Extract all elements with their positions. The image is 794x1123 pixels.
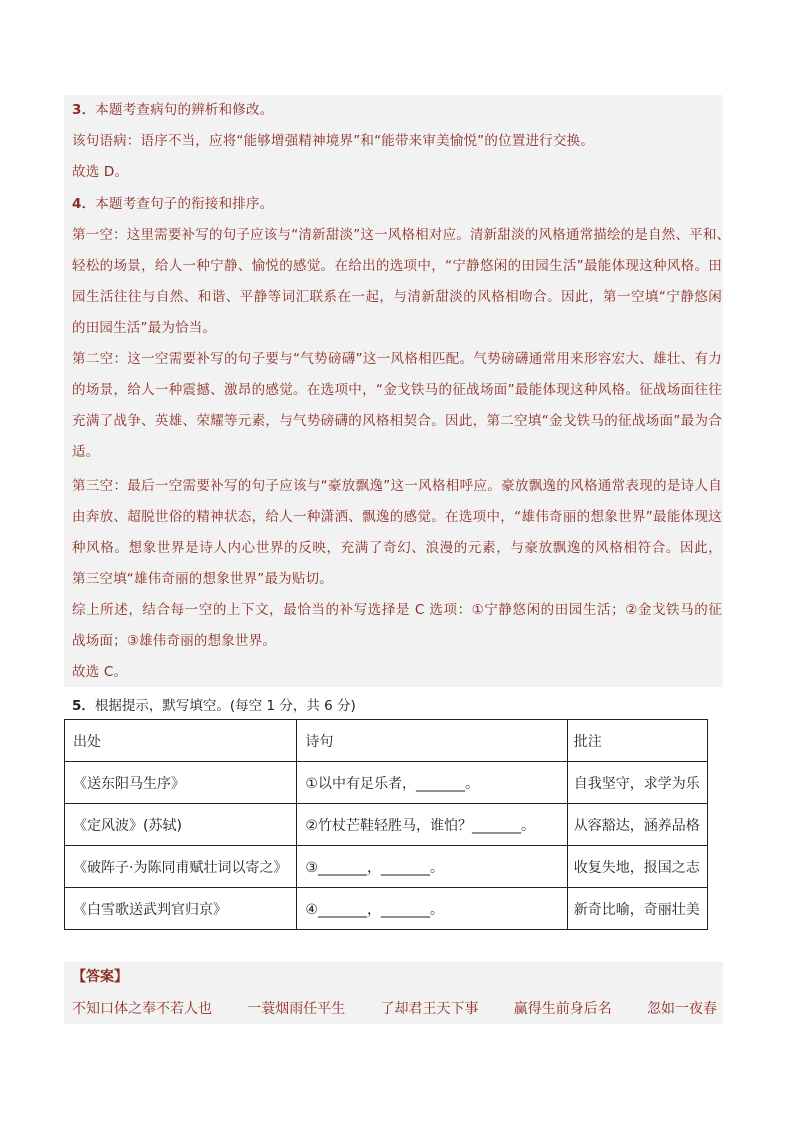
header-verse: 诗句 [297, 720, 567, 762]
para-3-line: 第三空：最后一空需要补写的句子应该与“豪放飘逸”这一风格相呼应。豪放飘逸的风格通常表现的是诗人自 [72, 478, 722, 494]
table-row [65, 762, 708, 804]
para-2-line: 第二空：这一空需要补写的句子要与“气势磅礴”这一风格相匹配。气势磅礴通常用来形容宏大、雄壮、有力 [72, 351, 722, 367]
answer-item: 忽如一夜春 [647, 1001, 717, 1017]
para-3-line: 种风格。想象世界是诗人内心世界的反映，充满了奇幻、浪漫的元素，与豪放飘逸的风格相符合。因此， [72, 540, 722, 556]
answer-label: 【答案】 [72, 969, 128, 985]
para-1-line: 的田园生活”最为恰当。 [72, 320, 217, 336]
summary-line: 战场面；③雄伟奇丽的想象世界。 [72, 633, 277, 649]
cell-verse: ②竹杖芒鞋轻胜马，谁怕？_______。 [297, 804, 567, 846]
cell-note: 从容豁达，涵养品格 [567, 804, 707, 846]
para-1-line: 园生活往往与自然、和谐、平静等词汇联系在一起，与清新甜淡的风格相吻合。因此，第一空填“宁静悠闲 [72, 289, 722, 305]
table-row [65, 804, 708, 846]
para-2-line: 的场景，给人一种震撼、激昂的感觉。在选项中，“金戈铁马的征战场面”最能体现这种风格。征战场面往往 [72, 382, 722, 398]
cell-note: 新奇比喻，奇丽壮美 [567, 888, 707, 930]
table-row [65, 846, 708, 888]
para-1-line: 第一空：这里需要补写的句子应该与“清新甜淡”这一风格相对应。清新甜淡的风格通常描绘的是自然、平和、 [72, 227, 731, 243]
para-3-line: 第三空填“雄伟奇丽的想象世界”最为贴切。 [72, 571, 333, 587]
question-text: 根据提示，默写填空。(每空 1 分，共 6 分) [94, 698, 356, 714]
answer-list [72, 998, 717, 1018]
solution-3-heading [72, 101, 722, 119]
solution-3-body: 该句语病：语序不当，应将“能够增强精神境界”和“能带来审美愉悦”的位置进行交换。 [72, 133, 594, 149]
cell-source: 《破阵子·为陈同甫赋壮词以寄之》 [65, 846, 297, 888]
question-number: 5． [72, 698, 95, 714]
cell-verse: ④_______，_______。 [297, 888, 567, 930]
answer-item: 不知口体之奉不若人也 [72, 1001, 212, 1017]
cell-source: 《白雪歌送武判官归京》 [65, 888, 297, 930]
item-title: 本题考查病句的辨析和修改。 [95, 102, 274, 118]
para-2-line: 适。 [72, 444, 100, 460]
summary-line: 综上所述，结合每一空的上下文，最恰当的补写选择是 C 选项：①宁静悠闲的田园生活；②金戈铁马的征 [72, 602, 722, 618]
header-note: 批注 [567, 720, 707, 762]
item-number: 3． [72, 102, 96, 118]
cell-verse: ①以中有足乐者，_______。 [297, 762, 567, 804]
table-header-row [65, 720, 708, 762]
question-5 [72, 694, 356, 714]
header-source: 出处 [65, 720, 297, 762]
para-2-line: 充满了战争、英雄、荣耀等元素，与气势磅礴的风格相契合。因此，第二空填“金戈铁马的征战场面”最为合 [72, 413, 722, 429]
item-number: 4． [72, 196, 96, 212]
cell-source: 《定风波》(苏轼) [65, 804, 297, 846]
table-row [65, 888, 708, 930]
para-1-line: 轻松的场景，给人一种宁静、愉悦的感觉。在给出的选项中，“宁静悠闲的田园生活”最能体现这种风格。田 [72, 258, 722, 274]
answer-item: 了却君王天下事 [380, 1001, 479, 1017]
para-3-line: 由奔放、超脱世俗的精神状态，给人一种潇洒、飘逸的感觉。在选项中，“雄伟奇丽的想象世界”最能体现这 [72, 509, 722, 525]
solution-4-choice: 故选 C。 [72, 664, 128, 680]
cell-note: 自我坚守，求学为乐 [567, 762, 707, 804]
cell-source: 《送东阳马生序》 [65, 762, 297, 804]
answer-item: 一蓑烟雨任平生 [247, 1001, 346, 1017]
solution-3-choice: 故选 D。 [72, 164, 129, 180]
answer-item: 赢得生前身后名 [513, 1001, 612, 1017]
cell-verse: ③_______，_______。 [297, 846, 567, 888]
item-title: 本题考查句子的衔接和排序。 [95, 196, 274, 212]
solution-4-heading [72, 195, 722, 213]
recitation-table [64, 719, 708, 930]
cell-note: 收复失地，报国之志 [567, 846, 707, 888]
